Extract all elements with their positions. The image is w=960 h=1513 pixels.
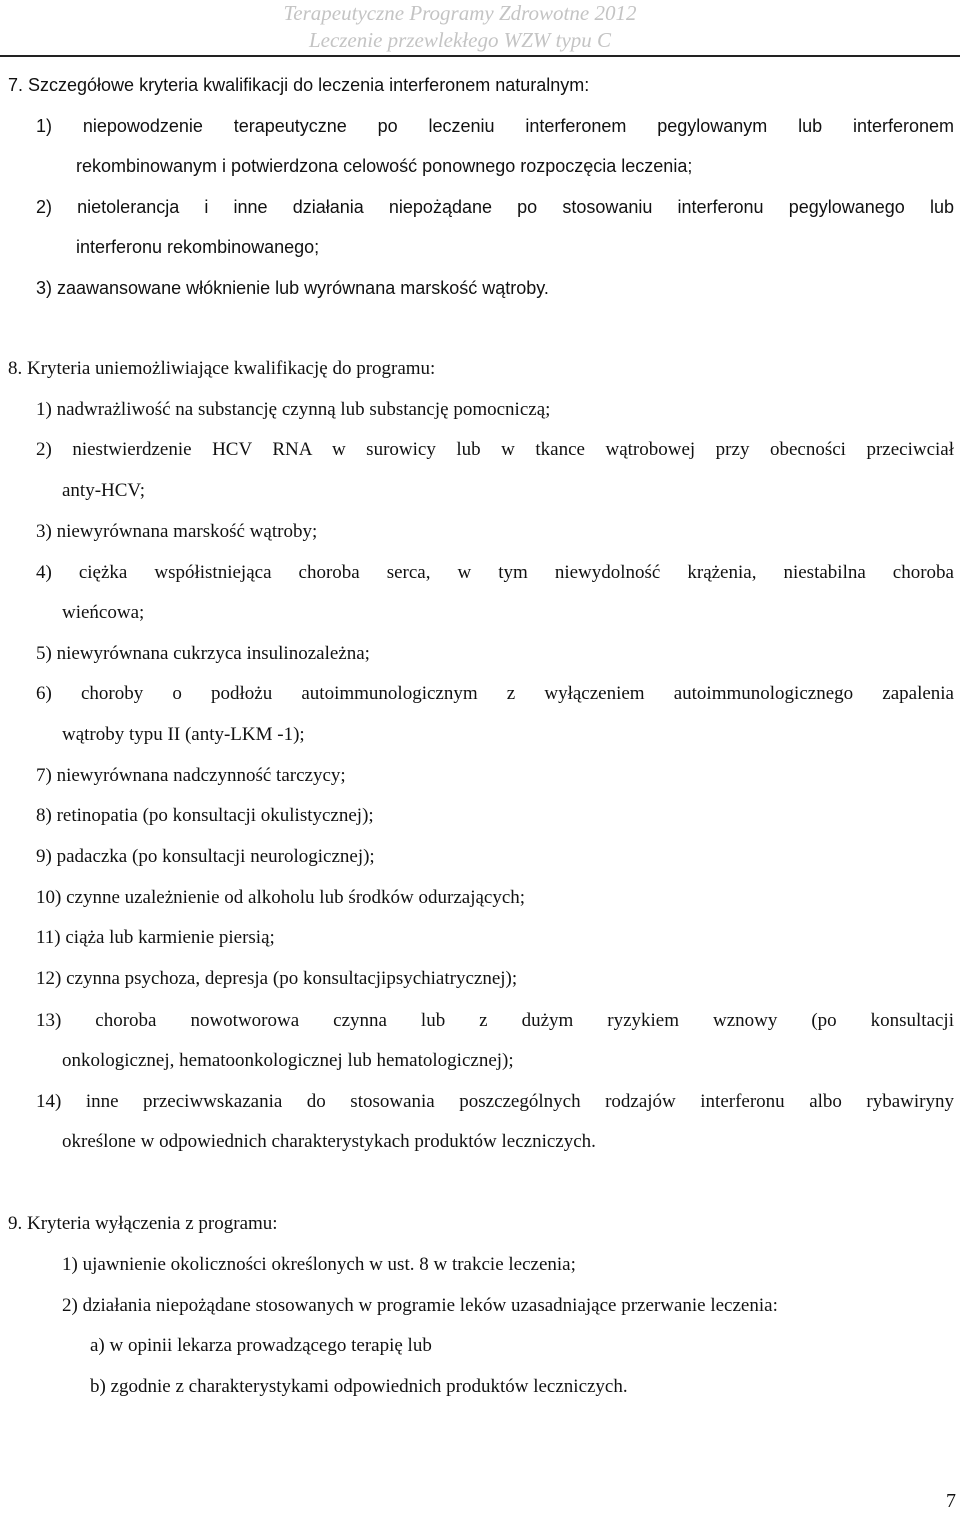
s8-item-1: 1) nadwrażliwość na substancję czynną lub substancję pomocniczą; <box>36 399 551 420</box>
s8-item-5: 5) niewyrównana cukrzyca insulinozależna; <box>36 643 370 664</box>
s8-item-10: 10) czynne uzależnienie od alkoholu lub środków odurzających; <box>36 887 526 908</box>
s8-item-2-line-2: anty-HCV; <box>62 480 146 501</box>
s8-item-11: 11) ciąża lub karmienie piersią; <box>36 927 275 948</box>
s8-item-6-line-2: wątroby typu II (anty-LKM -1); <box>62 724 305 745</box>
s9-item-2a: a) w opinii lekarza prowadzącego terapię lub <box>90 1335 432 1356</box>
s8-item-12: 12) czynna psychoza, depresja (po konsultacjipsychiatrycznej); <box>36 968 518 989</box>
s8-item-6-line-1: 6) choroby o podłożu autoimmunologicznym z wyłączeniem autoimmunologicznego zapalenia <box>36 683 954 704</box>
s9-item-1: 1) ujawnienie okoliczności określonych w ust. 8 w trakcie leczenia; <box>62 1254 576 1275</box>
s8-item-7: 7) niewyrównana nadczynność tarczycy; <box>36 765 346 786</box>
s8-item-13-line-1: 13) choroba nowotworowa czynna lub z dużym ryzykiem wznowy (po konsultacji <box>36 1010 954 1031</box>
s8-item-2-line-1: 2) niestwierdzenie HCV RNA w surowicy lub w tkance wątrobowej przy obecności przeciwciał <box>36 439 954 460</box>
s8-item-4-line-2: wieńcowa; <box>62 602 145 623</box>
header-rule <box>0 55 960 57</box>
page-number: 7 <box>946 1490 956 1512</box>
header-title: Terapeutyczne Programy Zdrowotne 2012 <box>283 1 637 25</box>
s7-item-1-line-1: 1) niepowodzenie terapeutyczne po leczeniu interferonem pegylowanym lub interferonem <box>36 116 954 136</box>
s7-item-3-line-1: 3) zaawansowane włóknienie lub wyrównana marskość wątroby. <box>36 278 549 298</box>
page-header <box>240 0 680 54</box>
header-subtitle: Leczenie przewlekłego WZW typu C <box>308 28 612 52</box>
s8-item-8: 8) retinopatia (po konsultacji okulistycznej); <box>36 805 374 826</box>
s9-item-2: 2) działania niepożądane stosowanych w programie leków uzasadniające przerwanie leczenia: <box>62 1295 778 1316</box>
s9-item-2b: b) zgodnie z charakterystykami odpowiednich produktów leczniczych. <box>90 1376 628 1397</box>
section-7-heading: 7. Szczegółowe kryteria kwalifikacji do leczenia interferonem naturalnym: <box>8 75 590 95</box>
s8-item-3: 3) niewyrównana marskość wątroby; <box>36 521 318 542</box>
section-8-heading: 8. Kryteria uniemożliwiające kwalifikację do programu: <box>8 358 436 379</box>
s8-item-9: 9) padaczka (po konsultacji neurologicznej); <box>36 846 375 867</box>
s8-item-13-line-2: onkologicznej, hematoonkologicznej lub hematologicznej); <box>62 1050 514 1071</box>
s7-item-1-line-2: rekombinowanym i potwierdzona celowość ponownego rozpoczęcia leczenia; <box>76 156 693 176</box>
s7-item-2-line-1: 2) nietolerancja i inne działania niepożądane po stosowaniu interferonu pegylowanego lub <box>36 197 954 217</box>
section-9-heading: 9. Kryteria wyłączenia z programu: <box>8 1213 278 1234</box>
s8-item-14-line-1: 14) inne przeciwwskazania do stosowania poszczególnych rodzajów interferonu albo rybawiryny <box>36 1091 954 1112</box>
s8-item-14-line-2: określone w odpowiednich charakterystykach produktów leczniczych. <box>62 1131 596 1152</box>
s7-item-2-line-2: interferonu rekombinowanego; <box>76 237 320 257</box>
s8-item-4-line-1: 4) ciężka współistniejąca choroba serca, w tym niewydolność krążenia, niestabilna choroba <box>36 562 954 583</box>
